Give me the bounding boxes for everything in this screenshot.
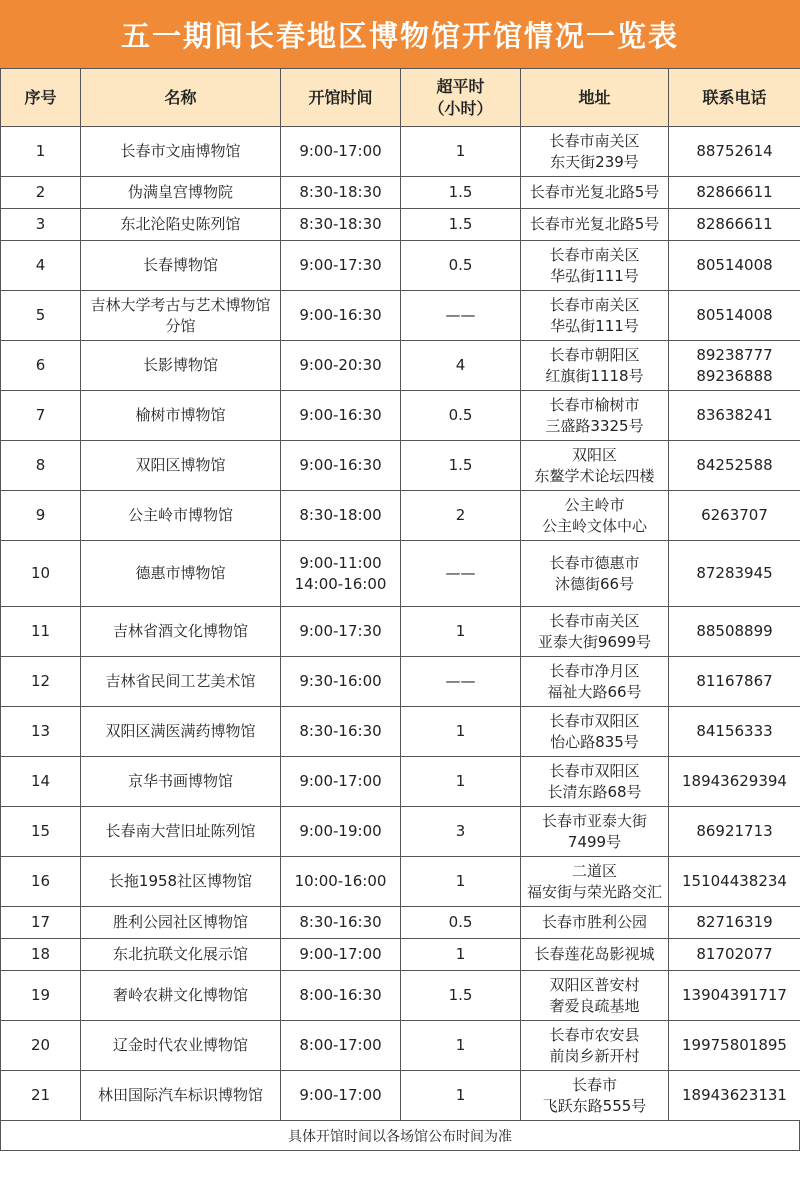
- page-title: 五一期间长春地区博物馆开馆情况一览表: [0, 0, 800, 68]
- cell-extra-hours: ——: [401, 291, 521, 341]
- cell-no: 3: [1, 209, 81, 241]
- table-row: [1, 291, 800, 341]
- cell-no: 13: [1, 707, 81, 757]
- cell-address: 长春市亚泰大街 7499号: [521, 807, 669, 857]
- cell-hours: 9:00-16:30: [281, 391, 401, 441]
- cell-extra-hours: 1.5: [401, 177, 521, 209]
- cell-address: 长春市光复北路5号: [521, 209, 669, 241]
- cell-extra-hours: 1: [401, 857, 521, 907]
- cell-name: 吉林省酒文化博物馆: [81, 607, 281, 657]
- cell-name: 长春市文庙博物馆: [81, 127, 281, 177]
- cell-name: 公主岭市博物馆: [81, 491, 281, 541]
- table-row: [1, 209, 800, 241]
- cell-hours: 8:30-16:30: [281, 707, 401, 757]
- cell-phone: 87283945: [669, 541, 800, 607]
- table-row: [1, 541, 800, 607]
- cell-hours: 9:00-16:30: [281, 291, 401, 341]
- cell-address: 长春市净月区 福祉大路66号: [521, 657, 669, 707]
- cell-hours: 10:00-16:00: [281, 857, 401, 907]
- cell-phone: 18943629394: [669, 757, 800, 807]
- table-row: [1, 241, 800, 291]
- cell-extra-hours: ——: [401, 541, 521, 607]
- cell-hours: 9:00-17:00: [281, 757, 401, 807]
- cell-extra-hours: 0.5: [401, 907, 521, 939]
- cell-extra-hours: 3: [401, 807, 521, 857]
- cell-no: 16: [1, 857, 81, 907]
- cell-extra-hours: 2: [401, 491, 521, 541]
- table-row: [1, 441, 800, 491]
- cell-name: 东北沦陷史陈列馆: [81, 209, 281, 241]
- table-row: [1, 1071, 800, 1121]
- cell-name: 长春南大营旧址陈列馆: [81, 807, 281, 857]
- cell-hours: 8:00-16:30: [281, 971, 401, 1021]
- table-row: [1, 657, 800, 707]
- table-row: [1, 491, 800, 541]
- cell-hours: 8:00-17:00: [281, 1021, 401, 1071]
- cell-address: 长春市南关区 华弘街111号: [521, 241, 669, 291]
- cell-extra-hours: 1: [401, 127, 521, 177]
- cell-hours: 9:00-19:00: [281, 807, 401, 857]
- table-row: [1, 707, 800, 757]
- cell-address: 长春市 飞跃东路555号: [521, 1071, 669, 1121]
- cell-extra-hours: 0.5: [401, 391, 521, 441]
- cell-hours: 9:00-17:00: [281, 939, 401, 971]
- table-row: [1, 177, 800, 209]
- cell-no: 21: [1, 1071, 81, 1121]
- cell-phone: 84252588: [669, 441, 800, 491]
- cell-phone: 82716319: [669, 907, 800, 939]
- museum-table: [0, 68, 800, 1121]
- cell-address: 长春市德惠市 沐德街66号: [521, 541, 669, 607]
- cell-address: 双阳区 东鳌学术论坛四楼: [521, 441, 669, 491]
- cell-no: 15: [1, 807, 81, 857]
- cell-no: 6: [1, 341, 81, 391]
- cell-address: 长春市朝阳区 红旗街1118号: [521, 341, 669, 391]
- cell-no: 11: [1, 607, 81, 657]
- cell-name: 吉林省民间工艺美术馆: [81, 657, 281, 707]
- cell-name: 双阳区满医满药博物馆: [81, 707, 281, 757]
- cell-no: 7: [1, 391, 81, 441]
- cell-name: 长影博物馆: [81, 341, 281, 391]
- cell-address: 长春市双阳区 长清东路68号: [521, 757, 669, 807]
- cell-hours: 9:00-11:00 14:00-16:00: [281, 541, 401, 607]
- footer-note: 具体开馆时间以各场馆公布时间为准: [0, 1121, 800, 1151]
- cell-address: 长春市胜利公园: [521, 907, 669, 939]
- table-row: [1, 127, 800, 177]
- cell-extra-hours: 1: [401, 757, 521, 807]
- cell-hours: 9:00-20:30: [281, 341, 401, 391]
- cell-no: 12: [1, 657, 81, 707]
- cell-phone: 13904391717: [669, 971, 800, 1021]
- cell-phone: 18943623131: [669, 1071, 800, 1121]
- header-extra-hours: 超平时 （小时）: [401, 69, 521, 127]
- table-row: [1, 1021, 800, 1071]
- cell-phone: 84156333: [669, 707, 800, 757]
- cell-no: 2: [1, 177, 81, 209]
- cell-extra-hours: 1.5: [401, 441, 521, 491]
- table-row: [1, 857, 800, 907]
- cell-address: 公主岭市 公主岭文体中心: [521, 491, 669, 541]
- cell-name: 京华书画博物馆: [81, 757, 281, 807]
- cell-extra-hours: 1: [401, 1071, 521, 1121]
- table-row: [1, 757, 800, 807]
- cell-extra-hours: 1: [401, 939, 521, 971]
- cell-address: 长春莲花岛影视城: [521, 939, 669, 971]
- cell-address: 长春市光复北路5号: [521, 177, 669, 209]
- cell-address: 长春市农安县 前岗乡新开村: [521, 1021, 669, 1071]
- table-row: [1, 391, 800, 441]
- header-no: 序号: [1, 69, 81, 127]
- cell-name: 林田国际汽车标识博物馆: [81, 1071, 281, 1121]
- cell-no: 17: [1, 907, 81, 939]
- cell-address: 双阳区普安村 奢爱良疏基地: [521, 971, 669, 1021]
- cell-hours: 9:00-17:00: [281, 127, 401, 177]
- cell-address: 长春市双阳区 怡心路835号: [521, 707, 669, 757]
- header-hours: 开馆时间: [281, 69, 401, 127]
- table-row: [1, 907, 800, 939]
- cell-name: 胜利公园社区博物馆: [81, 907, 281, 939]
- cell-address: 长春市南关区 东天街239号: [521, 127, 669, 177]
- cell-phone: 86921713: [669, 807, 800, 857]
- cell-extra-hours: 1.5: [401, 971, 521, 1021]
- cell-extra-hours: 4: [401, 341, 521, 391]
- cell-no: 20: [1, 1021, 81, 1071]
- cell-phone: 82866611: [669, 177, 800, 209]
- cell-no: 5: [1, 291, 81, 341]
- cell-no: 14: [1, 757, 81, 807]
- header-address: 地址: [521, 69, 669, 127]
- cell-no: 9: [1, 491, 81, 541]
- cell-no: 8: [1, 441, 81, 491]
- table-row: [1, 939, 800, 971]
- cell-name: 伪满皇宫博物院: [81, 177, 281, 209]
- cell-extra-hours: 0.5: [401, 241, 521, 291]
- cell-phone: 82866611: [669, 209, 800, 241]
- cell-hours: 8:30-18:30: [281, 209, 401, 241]
- cell-phone: 6263707: [669, 491, 800, 541]
- table-row: [1, 807, 800, 857]
- cell-phone: 80514008: [669, 291, 800, 341]
- cell-phone: 81167867: [669, 657, 800, 707]
- cell-phone: 83638241: [669, 391, 800, 441]
- cell-name: 榆树市博物馆: [81, 391, 281, 441]
- table-row: [1, 607, 800, 657]
- cell-name: 德惠市博物馆: [81, 541, 281, 607]
- cell-hours: 8:30-18:30: [281, 177, 401, 209]
- cell-hours: 9:00-17:30: [281, 607, 401, 657]
- cell-name: 双阳区博物馆: [81, 441, 281, 491]
- cell-phone: 88508899: [669, 607, 800, 657]
- cell-address: 长春市南关区 华弘街111号: [521, 291, 669, 341]
- cell-phone: 15104438234: [669, 857, 800, 907]
- cell-extra-hours: 1: [401, 1021, 521, 1071]
- cell-address: 长春市榆树市 三盛路3325号: [521, 391, 669, 441]
- header-phone: 联系电话: [669, 69, 800, 127]
- table-row: [1, 341, 800, 391]
- cell-no: 19: [1, 971, 81, 1021]
- cell-name: 东北抗联文化展示馆: [81, 939, 281, 971]
- cell-phone: 81702077: [669, 939, 800, 971]
- cell-hours: 8:30-16:30: [281, 907, 401, 939]
- cell-hours: 9:00-17:00: [281, 1071, 401, 1121]
- cell-address: 长春市南关区 亚泰大街9699号: [521, 607, 669, 657]
- cell-hours: 8:30-18:00: [281, 491, 401, 541]
- cell-no: 18: [1, 939, 81, 971]
- cell-hours: 9:00-17:30: [281, 241, 401, 291]
- cell-no: 10: [1, 541, 81, 607]
- cell-address: 二道区 福安街与荣光路交汇: [521, 857, 669, 907]
- cell-phone: 88752614: [669, 127, 800, 177]
- header-name: 名称: [81, 69, 281, 127]
- cell-extra-hours: 1: [401, 707, 521, 757]
- cell-name: 长春博物馆: [81, 241, 281, 291]
- cell-extra-hours: 1: [401, 607, 521, 657]
- cell-name: 辽金时代农业博物馆: [81, 1021, 281, 1071]
- cell-name: 长拖1958社区博物馆: [81, 857, 281, 907]
- cell-name: 奢岭农耕文化博物馆: [81, 971, 281, 1021]
- cell-name: 吉林大学考古与艺术博物馆 分馆: [81, 291, 281, 341]
- cell-extra-hours: ——: [401, 657, 521, 707]
- cell-phone: 80514008: [669, 241, 800, 291]
- cell-phone: 89238777 89236888: [669, 341, 800, 391]
- cell-no: 4: [1, 241, 81, 291]
- cell-no: 1: [1, 127, 81, 177]
- table-row: [1, 971, 800, 1021]
- cell-hours: 9:30-16:00: [281, 657, 401, 707]
- cell-phone: 19975801895: [669, 1021, 800, 1071]
- cell-extra-hours: 1.5: [401, 209, 521, 241]
- cell-hours: 9:00-16:30: [281, 441, 401, 491]
- table-header-row: [1, 69, 800, 127]
